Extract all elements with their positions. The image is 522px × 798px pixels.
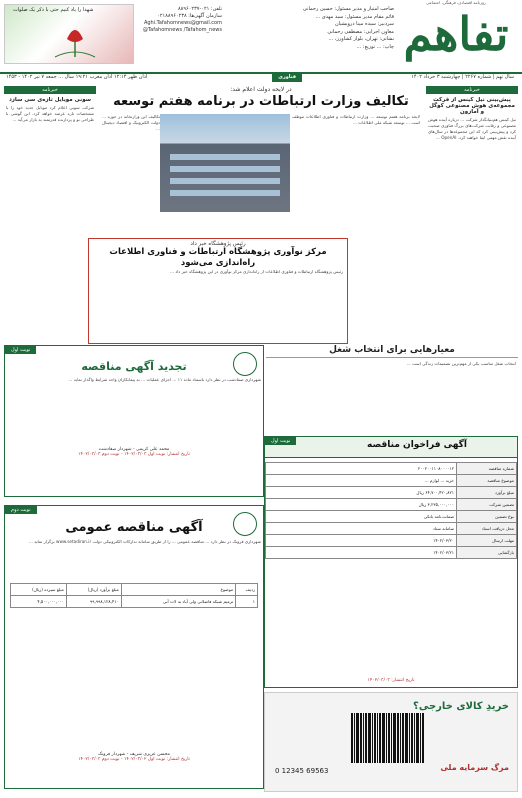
main-story [100, 86, 422, 246]
ad-badge: نوبت اول [5, 346, 36, 354]
field-value: ۱۴۰۲/۰۳/۲۰ [266, 535, 457, 547]
table-row [266, 487, 517, 499]
tulip-illustration [45, 19, 105, 59]
phone-line: تلفن: ۰۲۱-۸۸۹۶۰۲۳۷ [177, 6, 222, 12]
table-row [266, 475, 517, 487]
banner-text: شهدا را یاد کنیم حتی با ذکر یک صلوات [13, 7, 94, 13]
table-header-row [11, 584, 258, 596]
job-criteria-article [266, 345, 518, 431]
article-title[interactable]: پیش‌بینی نیل کینس از فرکت مجموعه‌ی هوش مصنوعی کوگل و آمازون [429, 97, 515, 115]
ads-phone-line: سازمان آگهی‌ها: ۰۲۱۸۸۹۶۰۲۳۸ [157, 13, 222, 19]
table-row [266, 499, 517, 511]
issue-number: سال نهم | شماره ۲۲۶۷ | چهارشنبه ۳ خرداد ۱۴۰۲ [411, 74, 514, 80]
memorial-banner [4, 4, 134, 64]
table-header: مبلغ سپرده (ریال) [11, 584, 67, 596]
ad-conditions [5, 612, 263, 752]
tender-ad-faruj [4, 505, 264, 789]
barcode-number: 0 12345 69563 [275, 767, 329, 775]
ad-signature: محمد علی کریمی - شهردار صفادشت [98, 447, 170, 452]
promo-subtitle: مرگ سرمایه ملی [440, 763, 509, 772]
field-value: ۱۴۰۲/۰۳/۲۱ [266, 547, 457, 559]
table-cell: ۹۹,۹۹۸,۱۲۸,۴۱۰ [66, 596, 121, 608]
article-body: شرکت سونی اعلام کرد موبایل جدید خود را با مشخصات تازه عرضه خواهد کرد. این گوشی با طراحی نو و پردازنده قدرتمند به بازار می‌آید ... [6, 105, 94, 122]
section-label: فناوری [272, 72, 302, 82]
staff-line: صاحب امتیاز و مدیر مسئول: حسین رحمانی [302, 6, 394, 12]
boxed-headline[interactable]: مرکز نوآوری پژوهشگاه ارتباطات و فناوری اطلاعات راه‌اندازی می‌شود [109, 247, 327, 268]
table-header: مبلغ برآورد (ریال) [66, 584, 121, 596]
table-row [266, 535, 517, 547]
table-row [266, 547, 517, 559]
field-value: ۲۰۰۲۰۰۱۱۰۸۰۰۰۰۱۲ [266, 463, 457, 475]
ad-badge: نوبت دوم [5, 506, 37, 514]
article-body: انتخاب شغل مناسب یکی از مهم‌ترین تصمیمات زندگی است ... [406, 361, 516, 366]
ad-body: شهرداری فرونک در نظر دارد ... مناقصه عمومی ... را از طریق سامانه تدارکات الکترونیکی دولت www.setadiran.ir برگزار نماید ... [28, 539, 261, 544]
field-value: خرید ... لوازم ... [266, 475, 457, 487]
article-title[interactable]: سونی موبایل تازه‌ی سی سازد [8, 97, 92, 103]
table-row [266, 511, 517, 523]
staff-line: معاون اجرایی: مصطفی رحمانی [327, 28, 394, 35]
table-header: ردیف [236, 584, 258, 596]
ad-signature: محسن عزیزی شریف - شهردار فرونک [98, 752, 170, 757]
table-header: موضوع [121, 584, 235, 596]
left-news-column [4, 86, 96, 345]
ad-title: آگهی فراخوان مناقصه [367, 440, 467, 450]
story-text-left: تکالیف این وزارتخانه در حوزه ... دولت الکترونیک و اقتصاد دیجیتال ... [102, 114, 160, 131]
dateline-bar [0, 72, 522, 82]
story-text-right: لایحه برنامه هفتم توسعه ... وزارت ارتباطات و فناوری اطلاعات موظف است ... توسعه شبکه ملی اطلاعات ... [292, 114, 420, 125]
boxed-body: رئیس پژوهشگاه ارتباطات و فناوری اطلاعات از راه‌اندازی مرکز نوآوری در این پژوهشگاه خبر داد ... [170, 269, 343, 274]
table-row [11, 596, 258, 608]
contact-info [137, 6, 222, 34]
field-value: ضمانت‌نامه بانکی [266, 511, 457, 523]
staff-line: قائم مقام مدیر مسئول: سید مهدی ... [315, 13, 394, 20]
ad-publish-dates: تاریخ انتشار: نوبت اول ۱۴۰۲/۰۳/۰۳ - نوبت دوم ۱۴۰۲/۰۳/۰۳ [78, 452, 190, 457]
story-kicker: در لایحه دولت اعلام شد: [230, 86, 292, 93]
tender-header [265, 437, 517, 458]
staff-line: نشانی: تهران، بلوار کشاورز، ... [328, 36, 394, 42]
table-row [266, 463, 517, 475]
building-photo [160, 114, 290, 212]
ad-publish-dates: تاریخ انتشار: نوبت اول ۱۴۰۲/۰۳/۰۲ - نوبت دوم ۱۴۰۲/۰۳/۰۳ [78, 757, 190, 762]
staff-line: چاپ: ... توزیع: ... [356, 43, 394, 50]
article-body: نیل کینس هم‌بنیانگذار شرکت ... درباره آینده هوش مصنوعی و رقابت شرکت‌های بزرگ فناوری صحبت کرد و پیش‌بینی کرد که این مجموعه‌ها در سال‌های آینده نقش مهمی ایفا خواهند کرد. OpenAI ... [428, 117, 516, 140]
municipality-logo [233, 512, 257, 536]
field-label: مهلت ارسال [457, 535, 517, 547]
tagline: روزنامه اقتصادی، فرهنگی، اجتماعی [426, 0, 486, 5]
newspaper-logo: تفاهم [403, 7, 509, 61]
ad-title: آگهی مناقصه عمومی [65, 520, 203, 535]
column-header: خبرنامه [4, 86, 96, 94]
masthead [0, 0, 522, 74]
field-value: ۶۴,۷۰۰,۴۲۰,۸۲۱ ریال [266, 487, 457, 499]
field-label: مبلغ برآورد [457, 487, 517, 499]
right-news-column [426, 86, 518, 357]
tender-table [265, 462, 517, 559]
table-cell: ۴,۵۰۰,۰۰۰,۰۰۰ [11, 596, 67, 608]
municipality-logo [233, 352, 257, 376]
table-cell: ۱ [236, 596, 258, 608]
staff-line: سردبیر: سیده مینا درویشیان [334, 21, 394, 27]
staff-list [224, 6, 394, 51]
ad-badge: نوبت اول [265, 437, 296, 445]
field-label: شماره مناقصه [457, 463, 517, 475]
article-title[interactable]: معیارهایی برای انتخاب شغل [266, 345, 518, 358]
ad-publish-dates: تاریخ انتشار: ۱۴۰۲/۰۳/۰۳ [367, 678, 415, 683]
field-value: ۳,۲۳۵,۰۰۰,۰۰۰ ریال [266, 499, 457, 511]
boxed-kicker: رئیس پژوهشگاه خبر داد [190, 241, 246, 247]
field-label: تضمین شرکت [457, 499, 517, 511]
ad-table [10, 583, 258, 608]
ad-body: شهرداری صفادشت در نظر دارد باستناد ماده ۱۱ ... اجرای عملیات ... به پیمانکاران واجد شرایط واگذار نماید ... [68, 377, 261, 382]
date-text: اذان ظهر ۱۲:۱۴ اذان مغرب ۱۹:۲۱ سال ... جمعه ۷ تیر ۱۴۰۲ - ۱۴۵۳ [6, 74, 148, 80]
tender-ad-safadasht [4, 345, 264, 497]
story-headline[interactable]: تکالیف وزارت ارتباطات در برنامه هفتم توسعه [113, 94, 409, 109]
column-header: خبرنامه [426, 86, 518, 94]
boxed-story [88, 238, 348, 344]
email-link[interactable]: Aghi.Tafahomnews@gmail.com [143, 20, 222, 26]
field-label: موضوع مناقصه [457, 475, 517, 487]
field-label: بازگشایی [457, 547, 517, 559]
social-handles[interactable]: @Tafahomnews /Tafahom_news [142, 27, 222, 33]
tender-call-ad [264, 436, 518, 688]
buy-domestic-promo [264, 692, 518, 792]
field-label: نوع تضمین [457, 511, 517, 523]
ad-title: تجدید آگهی مناقصه [81, 360, 187, 373]
barcode-graphic [275, 713, 425, 763]
table-row [266, 523, 517, 535]
promo-headline: خریدِ کالای خارجی؟ [413, 701, 509, 712]
field-value: سامانه ستاد [266, 523, 457, 535]
table-cell: ترمیم شبکه فاضلابی ولی آباد به لات آبی [121, 596, 235, 608]
field-label: محل دریافت اسناد [457, 523, 517, 535]
